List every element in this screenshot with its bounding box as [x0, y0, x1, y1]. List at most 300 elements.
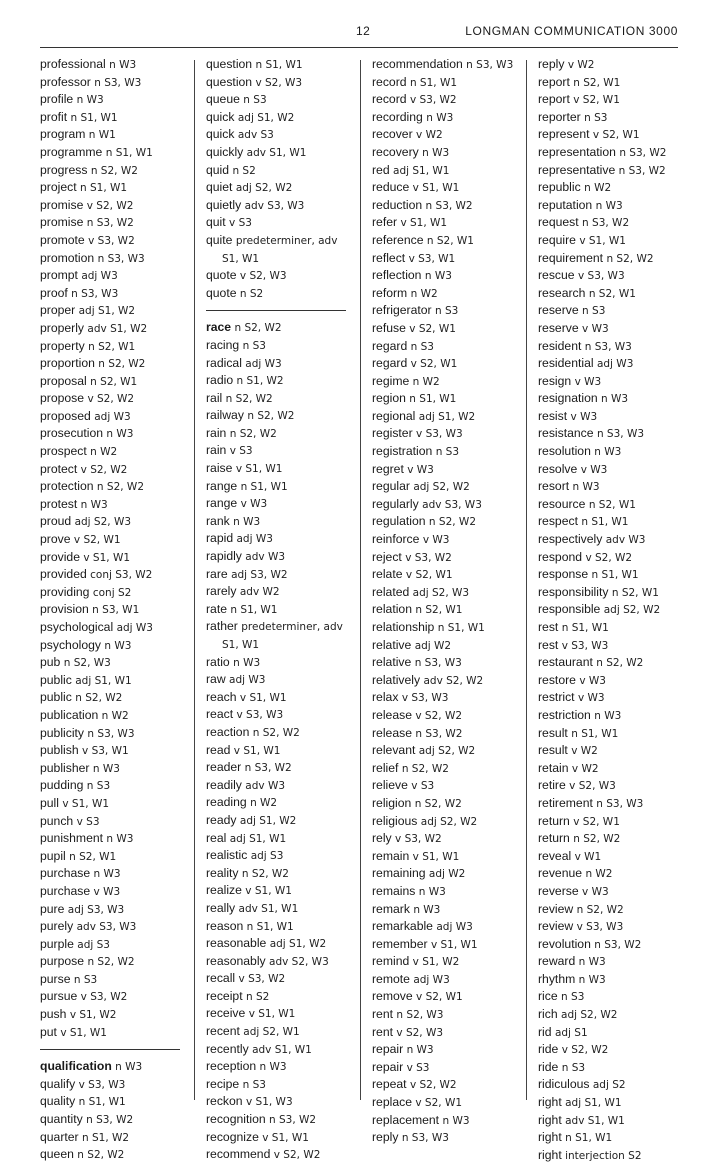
frequency-label: n S1, W1	[581, 516, 629, 529]
headword: region	[372, 391, 406, 406]
frequency-label: v S1, W1	[412, 850, 460, 863]
word-entry	[372, 1006, 520, 1024]
frequency-label: n S2	[232, 164, 256, 177]
frequency-label: v W1	[574, 850, 602, 863]
headword: reach	[206, 689, 237, 704]
frequency-label: v W3	[422, 534, 450, 547]
frequency-label: v S2, W2	[80, 463, 128, 476]
word-entry	[372, 566, 520, 584]
word-entry	[538, 197, 686, 215]
word-entry	[206, 126, 354, 144]
word-entry	[206, 513, 354, 531]
frequency-label: n S3, W3	[584, 340, 632, 353]
headword: reference	[372, 232, 424, 247]
word-entry	[40, 848, 188, 866]
headword: program	[40, 127, 86, 142]
word-entry	[206, 900, 354, 918]
frequency-label: n S1, W1	[409, 76, 458, 89]
frequency-label: n S1, W1	[565, 1132, 613, 1145]
frequency-label: v S3, W1	[82, 745, 129, 758]
word-entry	[206, 706, 354, 724]
word-entry	[538, 250, 686, 268]
headword: refrigerator	[372, 303, 432, 318]
headword: regularly	[372, 496, 419, 511]
headword: protection	[40, 479, 94, 494]
word-entry	[206, 56, 354, 74]
headword: propose	[40, 391, 85, 406]
word-entry	[372, 988, 520, 1006]
headword: properly	[40, 320, 85, 335]
frequency-label: v W2	[571, 745, 598, 758]
headword: recent	[206, 1024, 240, 1039]
headword: reduction	[372, 197, 423, 212]
headword: reserve	[538, 303, 579, 318]
headword: release	[372, 707, 412, 722]
headword: rail	[206, 390, 223, 405]
frequency-label: v S1, W2	[69, 1009, 117, 1022]
frequency-label: n S2	[239, 287, 264, 300]
word-entry	[538, 478, 686, 496]
word-entry	[538, 830, 686, 848]
headword: promotion	[40, 250, 95, 265]
headword: reverse	[538, 883, 579, 898]
word-entry	[372, 267, 520, 285]
frequency-label: n S2, W2	[229, 427, 277, 440]
frequency-label: v S2, W2	[409, 1079, 457, 1092]
frequency-label: n S3, W1	[92, 604, 140, 617]
frequency-label: adj S1, W2	[418, 410, 476, 423]
headword: research	[538, 285, 586, 300]
frequency-label: n S2, W2	[596, 657, 644, 670]
headword: recently	[206, 1041, 249, 1056]
frequency-label: adj W2	[428, 868, 466, 881]
word-entry	[538, 1147, 686, 1164]
headword: review	[538, 901, 574, 916]
frequency-label: adj S1, W2	[78, 305, 136, 318]
headword: real	[206, 830, 227, 845]
frequency-label: v W3	[570, 410, 598, 423]
frequency-label: adv W2	[239, 586, 280, 599]
word-entry	[538, 232, 686, 250]
word-entry	[206, 1023, 354, 1041]
headword: ratio	[206, 654, 230, 669]
word-entry	[538, 777, 686, 795]
headword: pursue	[40, 989, 78, 1004]
headword: ridiculous	[538, 1077, 590, 1092]
column-divider	[360, 60, 361, 1100]
headword: purple	[40, 936, 74, 951]
frequency-label: v S3, W2	[405, 551, 452, 564]
word-entry	[538, 531, 686, 549]
page-number: 12	[356, 24, 371, 38]
headword: provide	[40, 549, 80, 564]
frequency-label: adv S1, W1	[565, 1114, 625, 1127]
frequency-label: n W1	[88, 129, 116, 142]
word-entry	[206, 566, 354, 584]
word-entry	[206, 162, 354, 180]
frequency-label: n W3	[413, 903, 441, 916]
headword: reduce	[372, 180, 410, 195]
headword: promise	[40, 197, 84, 212]
word-entry	[40, 936, 188, 954]
word-entry	[538, 109, 686, 127]
headword: record	[372, 74, 407, 89]
headword: relationship	[372, 620, 435, 634]
frequency-label: v W2	[567, 59, 595, 71]
headword: rain	[206, 443, 227, 458]
word-entry	[372, 865, 520, 883]
frequency-label: v S2, W1	[592, 129, 640, 142]
headword: prove	[40, 532, 71, 547]
word-entry	[206, 74, 354, 92]
frequency-label: n S2, W2	[225, 392, 273, 405]
word-entry	[206, 232, 354, 267]
frequency-label: n S3, W2	[244, 762, 292, 775]
frequency-label: n S2, W2	[87, 956, 135, 969]
frequency-label: n S2, W2	[75, 692, 123, 705]
frequency-label: conj S2	[92, 586, 132, 599]
frequency-label: adj W3	[229, 674, 266, 687]
headword: resort	[538, 479, 570, 494]
frequency-label: n S3, W3	[94, 76, 142, 89]
word-entry	[40, 162, 188, 180]
frequency-label: n S2, W2	[241, 867, 289, 880]
headword: remaining	[372, 866, 426, 881]
frequency-label: n S2, W1	[90, 375, 138, 388]
frequency-label: adj W3	[116, 622, 153, 634]
frequency-label: n S2, W3	[63, 657, 111, 670]
frequency-label: v S1, W1	[430, 938, 478, 951]
headword: pure	[40, 901, 65, 916]
headword: quick	[206, 127, 235, 142]
frequency-label: n W3	[418, 885, 446, 898]
frequency-label: n W3	[93, 868, 121, 881]
frequency-label: v S1, W1	[233, 744, 281, 757]
word-entry	[538, 672, 686, 690]
headword: range	[206, 478, 238, 493]
headword: retain	[538, 760, 569, 775]
headword: refuse	[372, 320, 406, 335]
word-entry	[206, 390, 354, 408]
headword: remarkable	[372, 919, 433, 934]
headword: public	[40, 690, 72, 705]
headword: race	[206, 320, 232, 335]
word-entry	[40, 707, 188, 725]
frequency-label: adj S2, W2	[413, 481, 470, 494]
frequency-label: n W3	[594, 446, 622, 459]
frequency-label: adj S3	[250, 850, 284, 863]
headword: put	[40, 1024, 57, 1039]
headword: protest	[40, 496, 78, 511]
word-entry	[372, 1094, 520, 1112]
word-entry	[538, 883, 686, 901]
word-entry	[538, 144, 686, 162]
frequency-label: v S1, W3	[245, 1096, 293, 1109]
word-entry	[372, 760, 520, 778]
frequency-label: adj S1, W2	[269, 938, 327, 951]
word-entry	[40, 390, 188, 408]
running-title: LONGMAN COMMUNICATION 3000	[465, 24, 678, 38]
word-entry	[206, 91, 354, 109]
headword: readily	[206, 777, 242, 792]
headword: professional	[40, 57, 106, 71]
frequency-label: n S1, W1	[571, 727, 619, 740]
word-entry	[40, 795, 188, 813]
word-entry	[538, 601, 686, 619]
word-entry	[206, 689, 354, 707]
frequency-label: v W3	[582, 885, 609, 898]
headword: reading	[206, 795, 247, 810]
word-entry	[206, 601, 354, 619]
headword: push	[40, 1007, 67, 1022]
headword: proof	[40, 285, 68, 300]
headword: rapidly	[206, 549, 242, 564]
headword: remain	[372, 848, 410, 863]
word-entry	[538, 936, 686, 954]
word-entry	[40, 74, 188, 92]
headword: psychological	[40, 620, 114, 634]
frequency-label: n S3, W2	[619, 146, 667, 159]
frequency-label: v S1, W1	[579, 234, 626, 247]
headword: radical	[206, 355, 242, 370]
headword: rain	[206, 425, 227, 440]
word-entry	[40, 109, 188, 127]
headword: reply	[372, 1130, 399, 1145]
frequency-label: v S1, W1	[239, 691, 287, 704]
word-entry	[40, 250, 188, 268]
frequency-label: n S3	[582, 305, 606, 318]
headword: representation	[538, 144, 616, 159]
headword: provided	[40, 567, 87, 582]
frequency-label: v S1, W1	[62, 797, 110, 810]
word-entry	[206, 407, 354, 425]
headword: recipe	[206, 1076, 240, 1091]
frequency-label: n S3	[73, 973, 98, 986]
frequency-label: n W2	[585, 868, 613, 881]
word-entry	[40, 338, 188, 356]
headword: react	[206, 707, 234, 722]
word-entry	[538, 953, 686, 971]
frequency-label: n S3, W2	[269, 1114, 317, 1127]
headword: resistance	[538, 426, 594, 441]
frequency-label: v S3	[229, 217, 252, 230]
headword: restaurant	[538, 655, 593, 670]
word-entry	[40, 953, 188, 971]
frequency-label: v S2, W3	[396, 1026, 444, 1039]
word-entry	[206, 214, 354, 232]
word-entry	[538, 689, 686, 707]
frequency-label: n W3	[572, 481, 600, 494]
headword: regard	[372, 356, 408, 371]
word-entry	[538, 901, 686, 919]
frequency-label: v W2	[571, 762, 599, 775]
frequency-label: n S1, W1	[255, 59, 303, 71]
word-entry	[538, 513, 686, 531]
headword: resign	[538, 373, 572, 388]
word-entry	[206, 935, 354, 953]
headword: return	[538, 813, 570, 828]
frequency-label: n W3	[92, 762, 120, 775]
word-entry	[538, 320, 686, 338]
word-entry	[206, 618, 354, 653]
headword: quietly	[206, 197, 242, 212]
frequency-label: n W3	[106, 833, 134, 846]
word-entry	[538, 760, 686, 778]
headword: resist	[538, 408, 568, 423]
word-entry	[40, 549, 188, 567]
word-entry	[206, 530, 354, 548]
word-entry	[206, 1129, 354, 1147]
word-entry	[40, 126, 188, 144]
headword: radio	[206, 373, 234, 388]
headword: recognize	[206, 1129, 259, 1144]
frequency-label: adj S2, W2	[235, 182, 293, 195]
word-entry	[206, 319, 354, 337]
word-entry	[372, 461, 520, 479]
frequency-label: n S2, W2	[606, 252, 654, 265]
word-entry	[372, 179, 520, 197]
frequency-label: n S2, W3	[396, 1009, 444, 1022]
word-entry	[538, 1112, 686, 1130]
section-divider	[206, 310, 346, 311]
word-entry	[538, 126, 686, 144]
frequency-label: adj S3, W3	[67, 903, 125, 916]
word-entry	[40, 531, 188, 549]
headword: recommend	[206, 1147, 271, 1162]
headword: review	[538, 919, 574, 934]
word-entry	[538, 1059, 686, 1077]
headword: reflect	[372, 250, 406, 265]
word-entry	[372, 830, 520, 848]
headword: reason	[206, 918, 244, 933]
frequency-label: n S3	[86, 780, 111, 793]
frequency-label: n S2, W2	[98, 358, 146, 371]
headword: restore	[538, 672, 576, 687]
word-entry	[40, 56, 188, 74]
headword: progress	[40, 162, 88, 177]
frequency-label: n W3	[76, 94, 104, 107]
frequency-label: v W3	[407, 463, 434, 476]
frequency-label: n W3	[109, 59, 137, 71]
word-entry	[40, 232, 188, 250]
headword: rank	[206, 513, 230, 528]
frequency-label: n S2, W1	[415, 604, 463, 617]
headword: quickly	[206, 144, 244, 159]
headword: protect	[40, 461, 78, 476]
frequency-label: v S3, W3	[576, 921, 624, 934]
frequency-label: n S3, W3	[97, 252, 145, 265]
frequency-label: v S3, W3	[78, 1078, 126, 1091]
word-entry	[40, 267, 188, 285]
headword: registration	[372, 444, 433, 459]
headword: remote	[372, 971, 410, 986]
frequency-label: n S3, W2	[425, 199, 473, 212]
frequency-label: v S1, W1	[83, 551, 131, 564]
headword: relative	[372, 655, 412, 670]
headword: publish	[40, 743, 79, 758]
headword: racing	[206, 337, 240, 352]
frequency-label: adv S3, W3	[422, 498, 482, 511]
frequency-label: n S1, W1	[437, 622, 485, 634]
frequency-label: n S2, W1	[88, 340, 136, 353]
headword: rate	[206, 601, 228, 616]
frequency-label: n S3, W2	[594, 938, 642, 951]
headword: relate	[372, 567, 403, 582]
frequency-label: adj S2, W3	[412, 586, 470, 599]
headword: property	[40, 338, 85, 353]
frequency-label: n S3, W3	[71, 287, 119, 300]
word-entry	[40, 918, 188, 936]
headword: rid	[538, 1024, 552, 1039]
word-entry	[538, 373, 686, 391]
frequency-label: v S2, W2	[561, 1044, 609, 1057]
frequency-label: adj W3	[94, 410, 131, 423]
headword: raw	[206, 672, 226, 687]
frequency-label: n S2, W2	[428, 516, 476, 529]
word-entry	[538, 1006, 686, 1024]
frequency-label: n S3, W2	[618, 164, 666, 177]
frequency-label: v S3, W3	[561, 639, 609, 652]
word-entry	[372, 513, 520, 531]
frequency-label: adj S1, W1	[75, 674, 132, 687]
word-entry	[206, 179, 354, 197]
word-entry	[40, 760, 188, 778]
word-entry	[538, 549, 686, 567]
word-entry	[40, 672, 188, 690]
headword: rapid	[206, 531, 234, 546]
word-entry	[538, 91, 686, 109]
frequency-label: v W3	[574, 375, 602, 388]
headword: reveal	[538, 848, 572, 863]
headword: quantity	[40, 1112, 83, 1127]
headword: really	[206, 900, 236, 915]
headword: recognition	[206, 1112, 266, 1127]
frequency-label: n S3, W2	[415, 727, 463, 740]
headword: repair	[372, 1059, 404, 1074]
frequency-label: n S1, W1	[561, 622, 609, 634]
headword: punishment	[40, 831, 104, 846]
word-entry	[206, 460, 354, 478]
frequency-label: v S3, W2	[409, 94, 457, 107]
word-entry	[40, 689, 188, 707]
header-rule	[40, 47, 678, 48]
headword: quit	[206, 215, 226, 230]
word-entry	[538, 338, 686, 356]
headword: rent	[372, 1024, 394, 1039]
frequency-label: n W2	[412, 375, 440, 388]
headword: rent	[372, 1007, 394, 1022]
word-entry	[206, 495, 354, 513]
word-entry	[538, 971, 686, 989]
headword: reputation	[538, 197, 593, 212]
frequency-label: n W3	[578, 956, 606, 969]
word-entry	[206, 583, 354, 601]
word-entry	[206, 109, 354, 127]
word-entry	[40, 425, 188, 443]
headword: rhythm	[538, 971, 576, 986]
frequency-label: n S3	[242, 1078, 266, 1091]
headword: represent	[538, 127, 590, 142]
headword: prosecution	[40, 426, 104, 441]
frequency-label: n S1, W2	[82, 1131, 130, 1144]
word-entry	[538, 813, 686, 831]
frequency-label: n W3	[595, 199, 623, 212]
frequency-label: v W3	[579, 674, 606, 687]
frequency-label: n W2	[584, 182, 612, 195]
word-entry	[40, 179, 188, 197]
headword: return	[538, 831, 570, 846]
word-entry	[372, 373, 520, 391]
